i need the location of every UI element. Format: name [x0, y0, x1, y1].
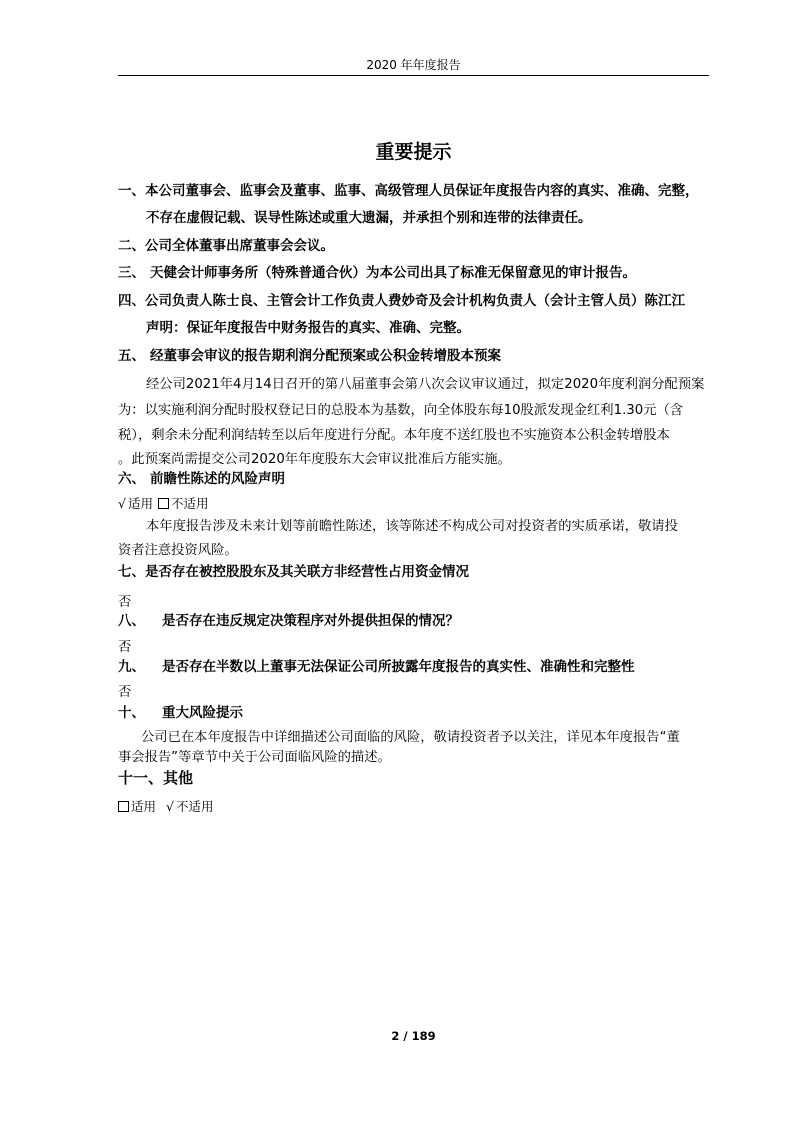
item-5-number: 五、 — [118, 348, 145, 364]
item-7-number: 七、 — [118, 564, 145, 580]
empty-checkbox-icon — [158, 498, 169, 509]
item-9 — [118, 657, 635, 677]
item-3-text: 天健会计师事务所（特殊普通合伙）为本公司出具了标准无保留意见的审计报告。 — [150, 265, 636, 281]
item-3-number: 三、 — [118, 265, 145, 281]
item-5 — [118, 346, 501, 366]
item-10-text: 重大风险提示 — [162, 705, 243, 721]
item-10-number: 十、 — [118, 705, 145, 721]
item-11-checkbox-row — [118, 797, 213, 817]
item-1 — [118, 181, 699, 201]
check-mark-icon: √ — [118, 496, 126, 511]
item-7 — [118, 562, 469, 582]
item-10-body-line2: 事会报告”等章节中关于公司面临风险的描述。 — [118, 750, 391, 765]
item-5-text: 经董事会审议的报告期利润分配预案或公积金转增股本预案 — [150, 348, 501, 364]
header-divider — [118, 75, 709, 76]
item-9-number: 九、 — [118, 659, 145, 675]
item-4-text-line2: 声明：保证年度报告中财务报告的真实、准确、完整。 — [146, 320, 470, 336]
item-6-number: 六、 — [118, 471, 145, 487]
item-6-body-line2: 资者注意投资风险。 — [118, 543, 238, 558]
item-6 — [118, 469, 285, 489]
item-2 — [118, 236, 334, 256]
item-5-body-line1: 经公司2021年4月14日召开的第八届董事会第八次会议审议通过，拟定2020年度利润分配预案 — [146, 377, 705, 392]
item-8-number: 八、 — [118, 613, 145, 629]
item-6-text: 前瞻性陈述的风险声明 — [150, 471, 285, 487]
item-11-number: 十一、 — [118, 769, 164, 787]
item-3 — [118, 263, 636, 283]
item-2-number: 二、 — [118, 238, 145, 254]
not-applicable-label: 不适用 — [170, 496, 209, 511]
applicable-label: 适用 — [131, 799, 157, 814]
item-8 — [118, 611, 459, 631]
item-9-answer: 否 — [118, 685, 132, 700]
item-8-answer: 否 — [118, 640, 132, 655]
page-title: 重要提示 — [375, 141, 452, 163]
item-10-body-line1: 公司已在本年度报告中详细描述公司面临的风险，敬请投资者予以关注，详见本年度报告“董 — [141, 730, 680, 745]
item-11-text: 其他 — [163, 769, 194, 787]
item-1-text-line2: 不存在虚假记载、误导性陈述或重大遗漏，并承担个别和连带的法律责任。 — [146, 210, 592, 226]
item-8-text: 是否存在违反规定决策程序对外提供担保的情况？ — [162, 613, 459, 629]
page-number: 2 / 189 — [391, 1029, 436, 1043]
not-applicable-label: 不适用 — [175, 799, 214, 814]
empty-checkbox-icon — [118, 801, 129, 812]
item-9-text: 是否存在半数以上董事无法保证公司所披露年度报告的真实性、准确性和完整性 — [162, 659, 635, 675]
item-5-body-line4: 。此预案尚需提交公司2020年年度股东大会审议批准后方能实施。 — [118, 452, 511, 467]
item-11 — [118, 768, 193, 788]
item-1-text-line1: 本公司董事会、监事会及董事、监事、高级管理人员保证年度报告内容的真实、准确、完整， — [145, 183, 699, 199]
item-6-checkbox-row — [118, 494, 208, 514]
item-4 — [118, 291, 685, 311]
item-10 — [118, 703, 243, 723]
item-5-body-line3: 税），剩余未分配利润结转至以后年度进行分配。本年度不送红股也不实施资本公积金转增股本 — [118, 428, 670, 443]
item-6-body-line1: 本年度报告涉及未来计划等前瞻性陈述，该等陈述不构成公司对投资者的实质承诺，敬请投 — [146, 519, 678, 534]
page-header: 2020 年年度报告 — [366, 58, 461, 72]
item-5-body-line2: 为：以实施利润分配时股权登记日的总股本为基数，向全体股东每10股派发现金红利1.30元（含 — [118, 403, 684, 418]
item-7-answer: 否 — [118, 595, 132, 610]
item-1-number: 一、 — [118, 183, 145, 199]
check-mark-icon: √ — [166, 799, 174, 814]
item-4-text-line1: 公司负责人陈士良、主管会计工作负责人费妙奇及会计机构负责人（会计主管人员）陈江江 — [145, 293, 685, 309]
item-2-text: 公司全体董事出席董事会会议。 — [145, 238, 334, 254]
applicable-label: 适用 — [127, 496, 153, 511]
item-4-number: 四、 — [118, 293, 145, 309]
item-7-text: 是否存在被控股股东及其关联方非经营性占用资金情况 — [145, 564, 469, 580]
